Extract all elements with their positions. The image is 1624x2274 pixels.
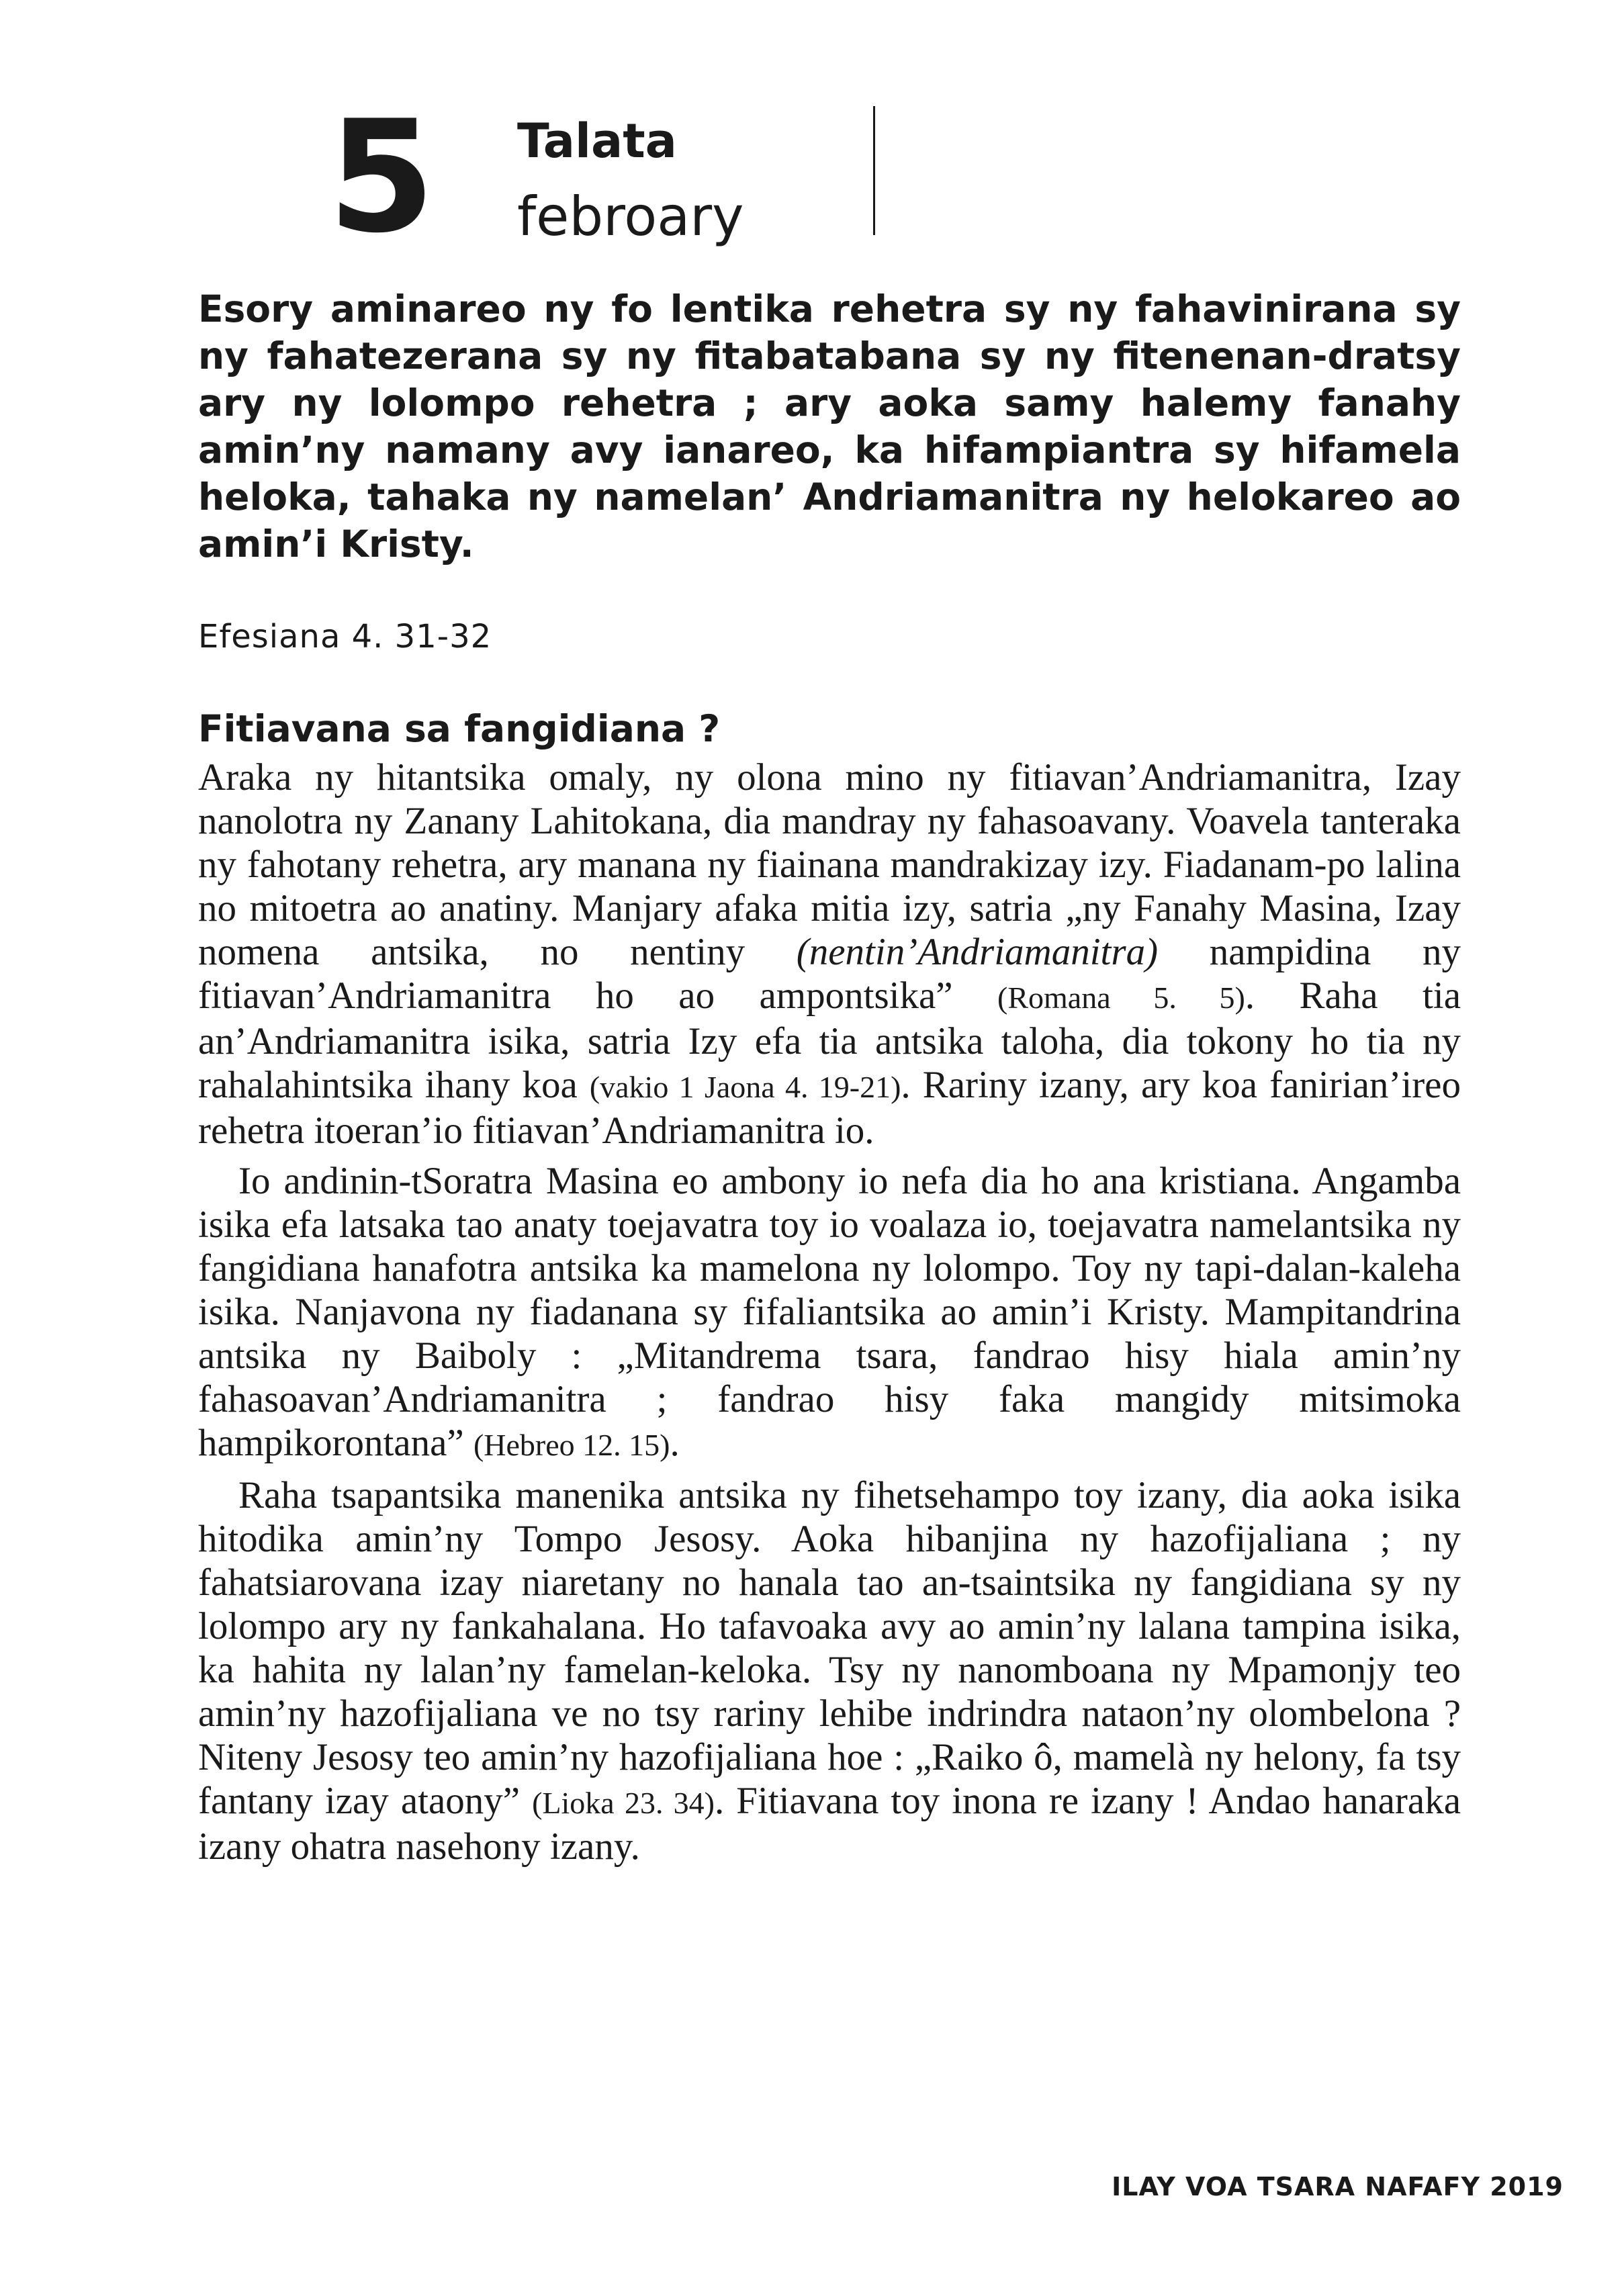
italic-note: (nentin’Andriamanitra): [796, 931, 1159, 973]
paragraph-3: [198, 1473, 1461, 1868]
verse-reference: Efesiana 4. 31-32: [198, 618, 492, 655]
scripture-reference: (vakio 1 Jaona 4. 19-21): [589, 1070, 901, 1104]
article-title: Fitiavana sa fangidiana ?: [198, 707, 721, 750]
scripture-reference: (Lioka 23. 34): [532, 1786, 715, 1820]
paragraph-text: . Fitiavana toy inona re izany ! Andao hanaraka izany ohatra nasehony izany.: [198, 1780, 1461, 1868]
scripture-reference: (Romana 5. 5): [997, 981, 1245, 1015]
day-number: 5: [328, 88, 432, 267]
paragraph-text: Araka ny hitantsika omaly, ny olona mino ny fitiavan’Andriamanitra, Izay nanolotra ny Zanany Lahitokana, dia mandray ny fahasoavany. Voavela tanteraka ny fahotany rehetra, ary manana ny fiainana mandrakizay izy. Fiadanam-po lalina no mitoetra ao anatiny. Manjary afaka mitia izy, satria „ny Fanahy Masina, Izay nomena antsika, no nentiny: [198, 756, 1461, 973]
paragraph-text: Io andinin-tSoratra Masina eo ambony io nefa dia ho ana kristiana. Angamba isika efa latsaka tao anaty toejavatra toy io voalaza io, toejavatra namelantsika ny fangidiana hanafotra antsika ka mamelona ny lolompo. Toy ny tapi-dalan-kaleha isika. Nanjavona ny fiadanana sy fifaliantsika ao amin’i Kristy. Mampitandrina antsika ny Baiboly : „Mitandrema tsara, fandrao hisy hiala amin’ny fahasoavan’Andriamanitra ; fandrao hisy faka mangidy mitsimoka hampikorontana”: [198, 1160, 1461, 1464]
footer-publication: ILAY VOA TSARA NAFAFY 2019: [1112, 2172, 1564, 2201]
paragraph-2: [198, 1159, 1461, 1467]
paragraph-text: Raha tsapantsika manenika antsika ny fihetsehampo toy izany, dia aoka isika hitodika amin’ny Tompo Jesosy. Aoka hibanjina ny hazofijaliana ; ny fahatsiarovana izay niaretany no hanala tao an-tsaintsika ny fangidiana sy ny lolompo ary ny fankahalana. Ho tafavoaka avy ao amin’ny lalana tampina isika, ka hahita ny lalan’ny famelan-keloka. Tsy ny nanomboana ny Mpamonjy teo amin’ny hazofijaliana ve no tsy rariny lehibe indrindra nataon’ny olombelona ? Niteny Jesosy teo amin’ny hazofijaliana hoe : „Raiko ô, mamelà ny helony, fa tsy fantany izay ataony”: [198, 1474, 1461, 1822]
paragraph-text: . Raha tia an’Andriamanitra isika, satria Izy efa tia antsika taloha, dia tokony ho tia ny rahalahintsika ihany koa: [198, 974, 1461, 1106]
paragraph-text: .: [670, 1422, 680, 1464]
article-body: [198, 756, 1461, 1875]
scripture-reference: (Hebreo 12. 15): [473, 1428, 670, 1462]
header-divider: [873, 106, 875, 235]
paragraph-1: [198, 756, 1461, 1152]
paragraph-text: . Rariny izany, ary koa fanirian’ireo rehetra itoeran’io fitiavan’Andriamanitra io.: [198, 1064, 1461, 1152]
bible-verse: Esory aminareo ny fo lentika rehetra sy ny fahavinirana sy ny fahatezerana sy ny fitabatabana sy ny fitenenan-dratsy ary ny lolompo rehetra ; ary aoka samy halemy fanahy amin’ny namany avy ianareo, ka hifampiantra sy hifamela heloka, tahaka ny namelan’ Andriamanitra ny helokareo ao amin’i Kristy.: [198, 287, 1461, 565]
paragraph-text: nampidina ny fitiavan’Andriamanitra ho ao ampontsika”: [198, 931, 1461, 1017]
month: febroary: [517, 185, 744, 248]
weekday: Talata: [517, 113, 677, 169]
